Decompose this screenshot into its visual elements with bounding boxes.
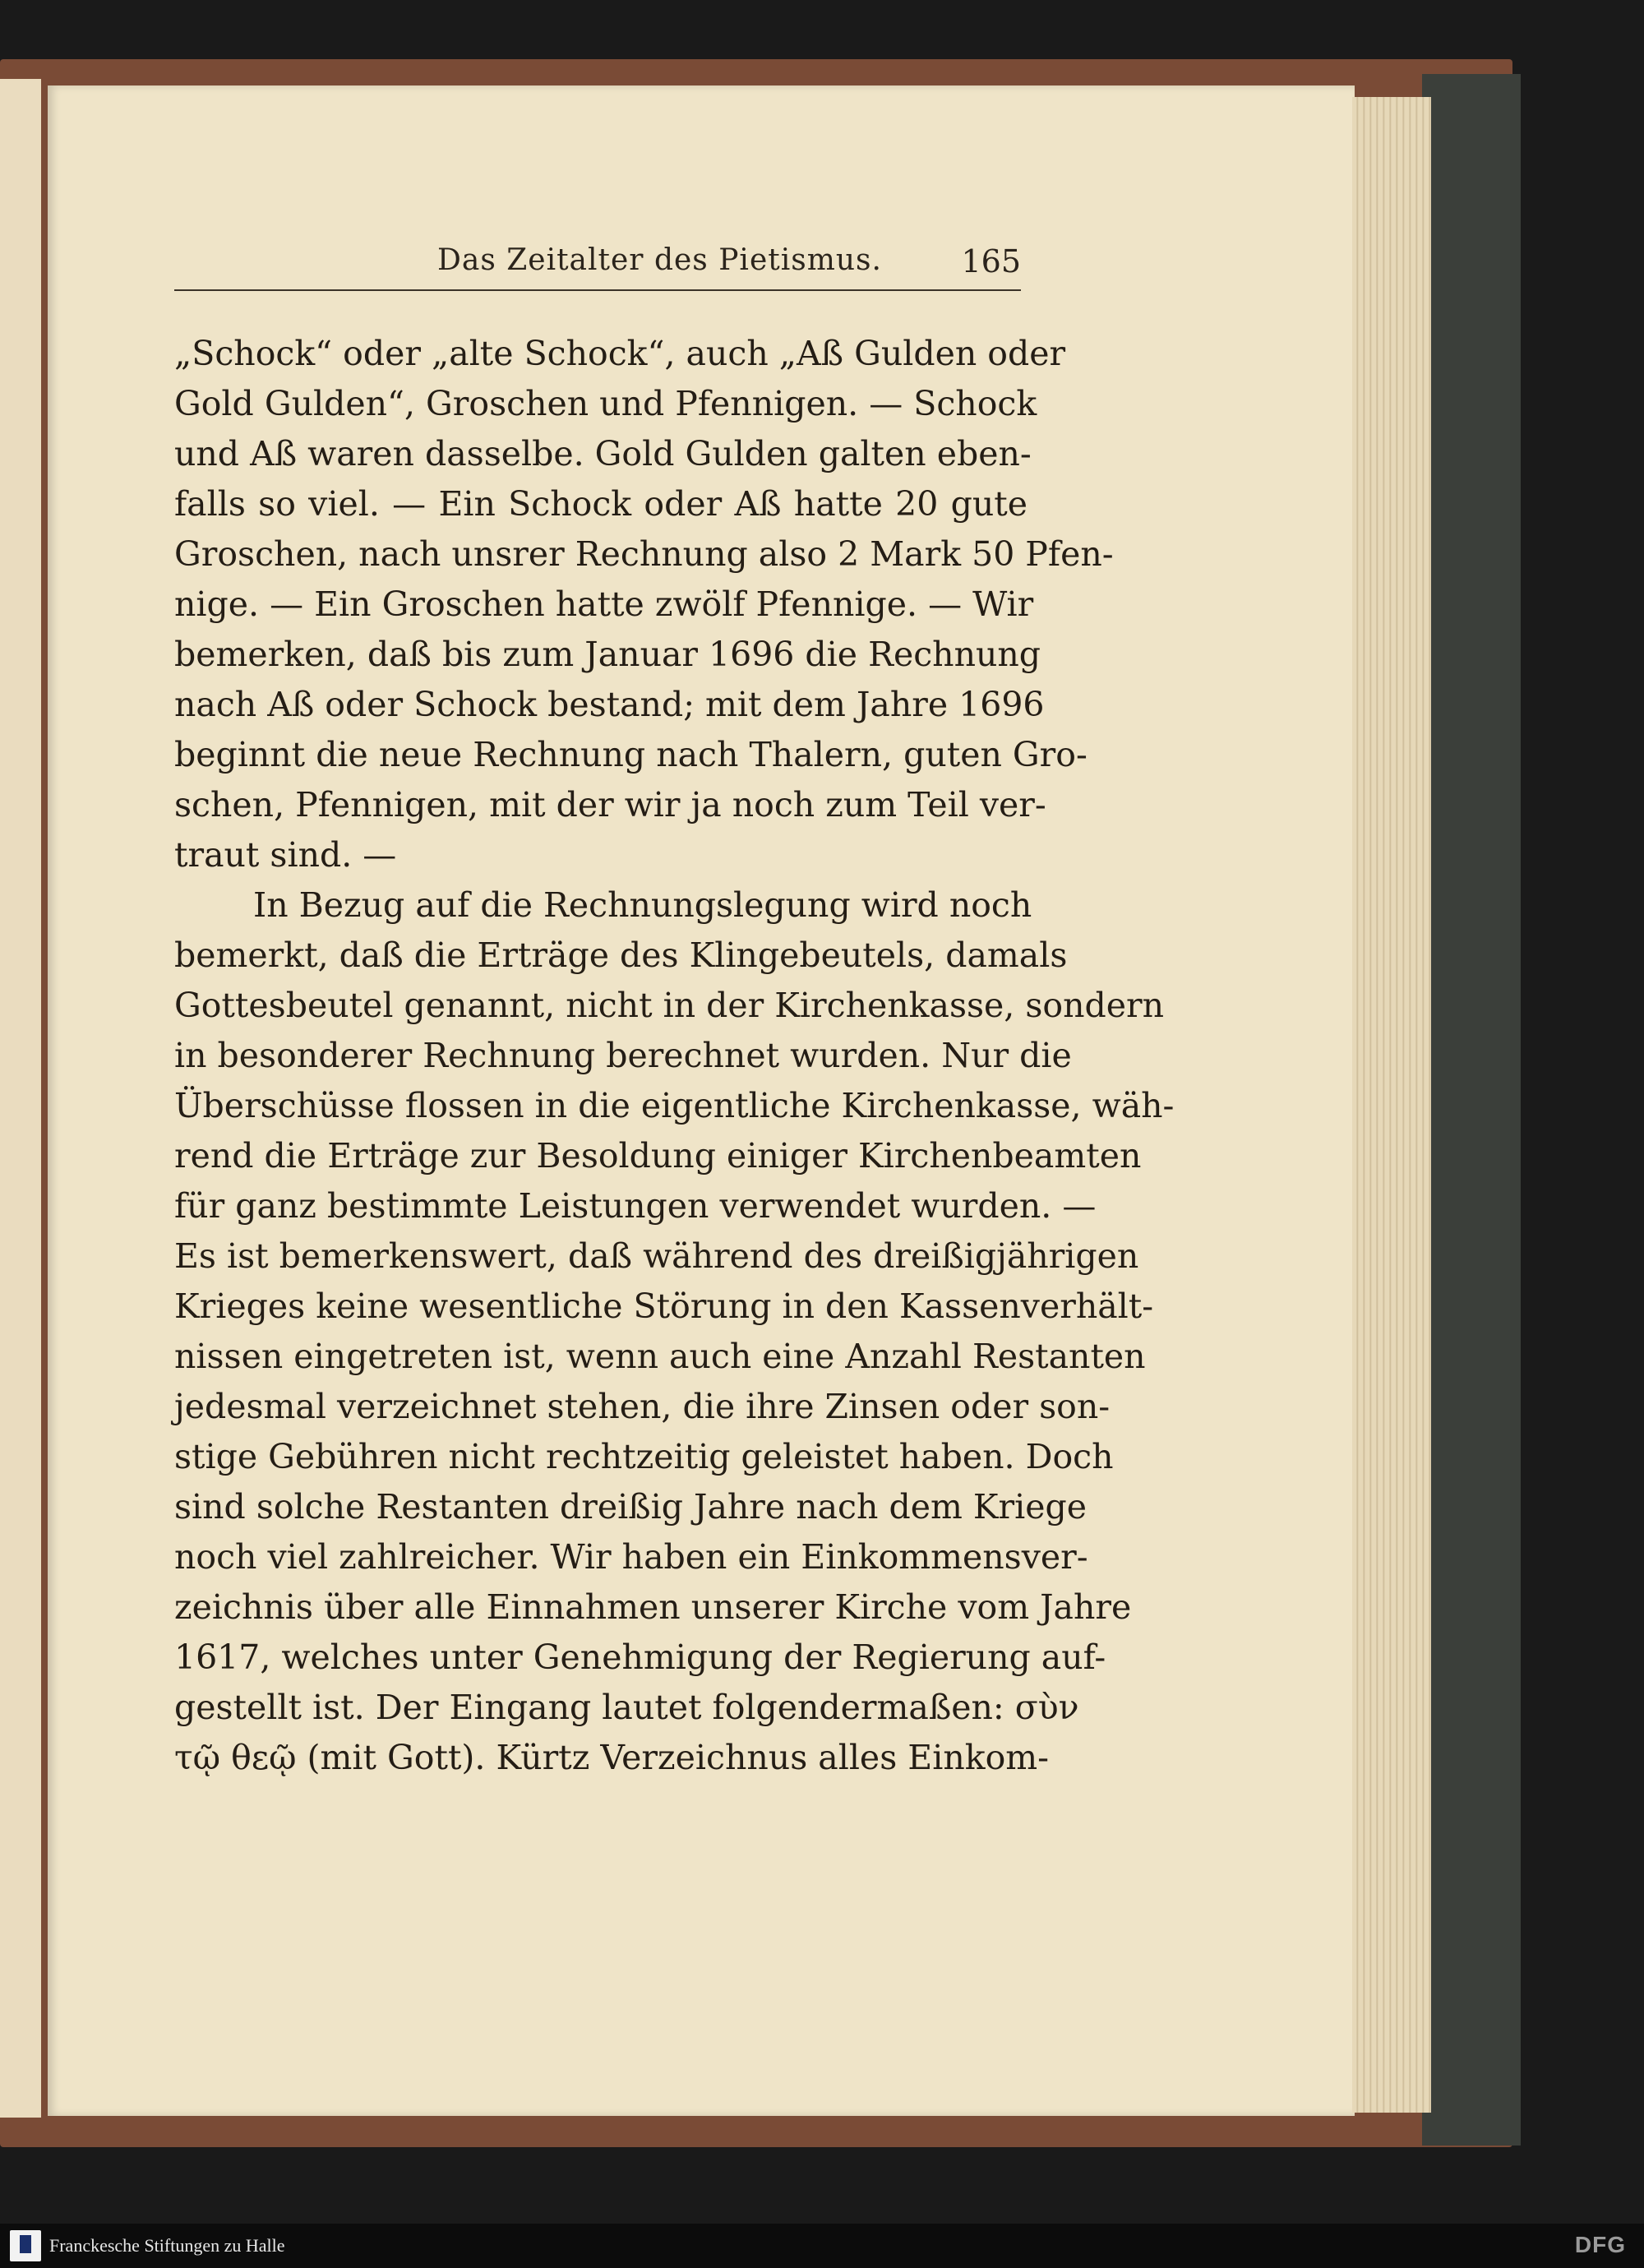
running-head: Das Zeitalter des Pietismus. bbox=[437, 243, 882, 277]
text-line: 1617, welches unter Genehmigung der Regierung auf- bbox=[174, 1637, 1106, 1677]
text-line: für ganz bestimmte Leistungen verwendet wurden. — bbox=[174, 1186, 1097, 1226]
text-line: gestellt ist. Der Eingang lautet folgendermaßen: σὺν bbox=[174, 1688, 1079, 1727]
text-line: Gottesbeutel genannt, nicht in der Kirchenkasse, sondern bbox=[174, 986, 1165, 1025]
text-line: jedesmal verzeichnet stehen, die ihre Zinsen oder son- bbox=[174, 1387, 1111, 1426]
page-edges bbox=[1352, 97, 1431, 2113]
viewer-footer bbox=[0, 2224, 1644, 2268]
text-line: noch viel zahlreicher. Wir haben ein Einkommensver- bbox=[174, 1537, 1088, 1577]
dfg-logo: DFG bbox=[1574, 2232, 1626, 2257]
body-text bbox=[174, 329, 1175, 1783]
text-line: nige. — Ein Groschen hatte zwölf Pfennige. — Wir bbox=[174, 584, 1034, 624]
institution-name: Franckesche Stiftungen zu Halle bbox=[49, 2235, 285, 2256]
text-line: rend die Erträge zur Besoldung einiger Kirchenbeamten bbox=[174, 1136, 1142, 1176]
page-header bbox=[174, 243, 1021, 291]
text-line: nach Aß oder Schock bestand; mit dem Jahre 1696 bbox=[174, 685, 1045, 724]
text-line: τῷ θεῷ (mit Gott). Kürtz Verzeichnus alles Einkom- bbox=[174, 1738, 1049, 1777]
text-line: Überschüsse flossen in die eigentliche Kirchenkasse, wäh- bbox=[174, 1086, 1175, 1125]
institution-logo-icon bbox=[10, 2230, 41, 2261]
text-line: falls so viel. — Ein Schock oder Aß hatte 20 gute bbox=[174, 484, 1028, 524]
text-line: schen, Pfennigen, mit der wir ja noch zum Teil ver- bbox=[174, 785, 1046, 825]
text-line: Krieges keine wesentliche Störung in den Kassenverhält- bbox=[174, 1286, 1154, 1326]
text-line: In Bezug auf die Rechnungslegung wird noch bbox=[253, 885, 1032, 925]
text-line: zeichnis über alle Einnahmen unserer Kirche vom Jahre bbox=[174, 1587, 1132, 1627]
text-line: traut sind. — bbox=[174, 835, 397, 875]
book-cover-marbled bbox=[1422, 74, 1521, 2146]
text-line: beginnt die neue Rechnung nach Thalern, guten Gro- bbox=[174, 735, 1088, 774]
facing-page-edge bbox=[0, 79, 41, 2118]
text-line: Es ist bemerkenswert, daß während des dreißigjährigen bbox=[174, 1236, 1139, 1276]
text-line: „Schock“ oder „alte Schock“, auch „Aß Gulden oder bbox=[174, 334, 1066, 373]
text-line: bemerkt, daß die Erträge des Klingebeutels, damals bbox=[174, 935, 1068, 975]
text-line: bemerken, daß bis zum Januar 1696 die Rechnung bbox=[174, 635, 1041, 674]
text-line: stige Gebühren nicht rechtzeitig geleistet haben. Doch bbox=[174, 1437, 1114, 1476]
page-number: 165 bbox=[961, 243, 1021, 279]
text-line: und Aß waren dasselbe. Gold Gulden galten eben- bbox=[174, 434, 1032, 473]
text-line: nissen eingetreten ist, wenn auch eine Anzahl Restanten bbox=[174, 1337, 1146, 1376]
text-line: Gold Gulden“, Groschen und Pfennigen. — Schock bbox=[174, 384, 1037, 423]
text-line: in besonderer Rechnung berechnet wurden. Nur die bbox=[174, 1036, 1072, 1075]
text-line: Groschen, nach unsrer Rechnung also 2 Mark 50 Pfen- bbox=[174, 534, 1114, 574]
text-line: sind solche Restanten dreißig Jahre nach dem Kriege bbox=[174, 1487, 1087, 1527]
